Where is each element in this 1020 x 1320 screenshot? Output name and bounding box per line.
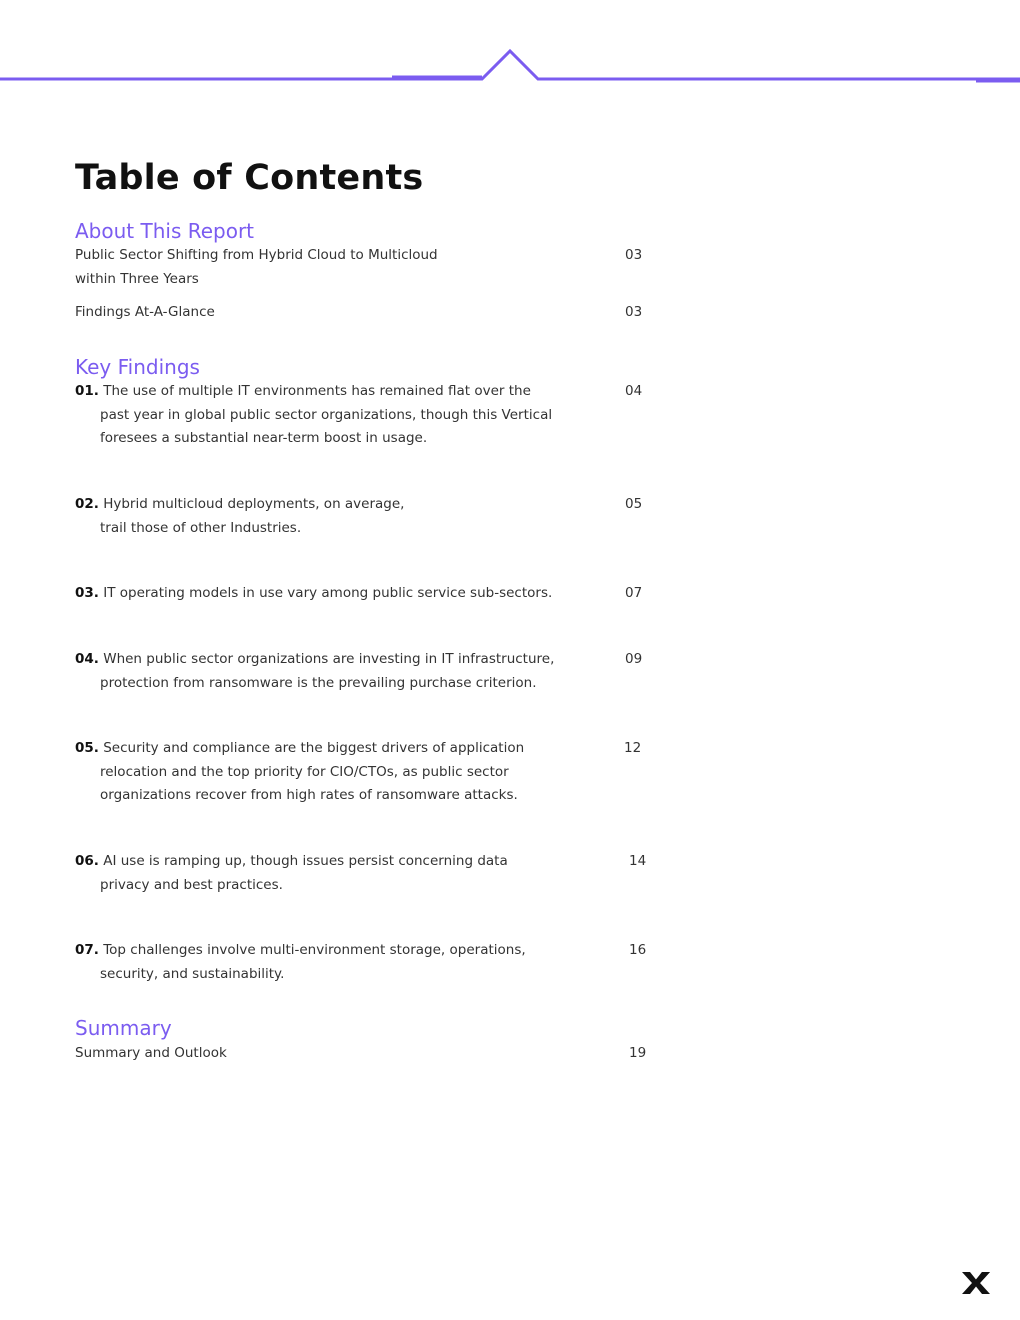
- toc-page-number: 14: [629, 853, 647, 869]
- finding-number: 03.: [75, 585, 99, 601]
- toc-entry-text: 05. Security and compliance are the biggest drivers of application relocation and the top priority for CIO/CTOs, as public sector organizations recover from high rates of ransomware attacks.: [75, 740, 525, 803]
- toc-page-number: 19: [629, 1045, 647, 1061]
- section-heading-about: About This Report: [75, 219, 255, 243]
- toc-entry-text: 07. Top challenges involve multi-environment storage, operations, security, and sustainability.: [75, 942, 526, 982]
- toc-page-number: 03: [625, 304, 643, 320]
- toc-entry-finding-06[interactable]: [75, 850, 645, 897]
- toc-entry-finding-02[interactable]: [75, 493, 645, 540]
- finding-number: 01.: [75, 383, 99, 399]
- toc-entry-text: Findings At-A-Glance: [75, 304, 215, 320]
- toc-entry-finding-05[interactable]: [75, 737, 645, 808]
- toc-entry-text: 02. Hybrid multicloud deployments, on average, trail those of other Industries.: [75, 496, 405, 536]
- toc-page-number: 16: [629, 942, 647, 958]
- toc-entry-text: 06. AI use is ramping up, though issues persist concerning data privacy and best practices.: [75, 853, 508, 893]
- toc-entry-finding-07[interactable]: [75, 939, 645, 986]
- header-accent-line: [0, 46, 1020, 86]
- toc-page-number: 05: [625, 496, 643, 512]
- toc-entry-finding-01[interactable]: [75, 380, 645, 451]
- section-heading-key-findings: Key Findings: [75, 355, 200, 379]
- toc-page-number: 12: [624, 740, 642, 756]
- toc-entry-text: 01. The use of multiple IT environments has remained flat over the past year in global public sector organizations, though this Vertical foresees a substantial near-term boost in usage.: [75, 383, 553, 446]
- toc-entry-text: Summary and Outlook: [75, 1045, 227, 1061]
- x-logo-icon: [960, 1271, 992, 1295]
- finding-number: 04.: [75, 651, 99, 667]
- toc-entry-finding-03[interactable]: [75, 582, 645, 606]
- section-heading-summary: Summary: [75, 1016, 172, 1040]
- toc-page-number: 04: [625, 383, 643, 399]
- toc-entry-text: Public Sector Shifting from Hybrid Cloud to Multicloud within Three Years: [75, 247, 438, 287]
- toc-entry-finding-04[interactable]: [75, 648, 645, 695]
- toc-entry-about-1[interactable]: [75, 244, 645, 291]
- finding-number: 05.: [75, 740, 99, 756]
- finding-number: 07.: [75, 942, 99, 958]
- toc-entry-text: 03. IT operating models in use vary among public service sub-sectors.: [75, 585, 553, 601]
- finding-number: 06.: [75, 853, 99, 869]
- toc-entry-text: 04. When public sector organizations are investing in IT infrastructure, protection from ransomware is the prevailing purchase criterion.: [75, 651, 555, 691]
- finding-number: 02.: [75, 496, 99, 512]
- toc-page-number: 09: [625, 651, 643, 667]
- toc-entry-summary-1[interactable]: [75, 1042, 645, 1066]
- page-title: Table of Contents: [75, 158, 424, 198]
- toc-page-number: 07: [625, 585, 643, 601]
- toc-page-number: 03: [625, 247, 643, 263]
- toc-entry-about-2[interactable]: [75, 301, 645, 325]
